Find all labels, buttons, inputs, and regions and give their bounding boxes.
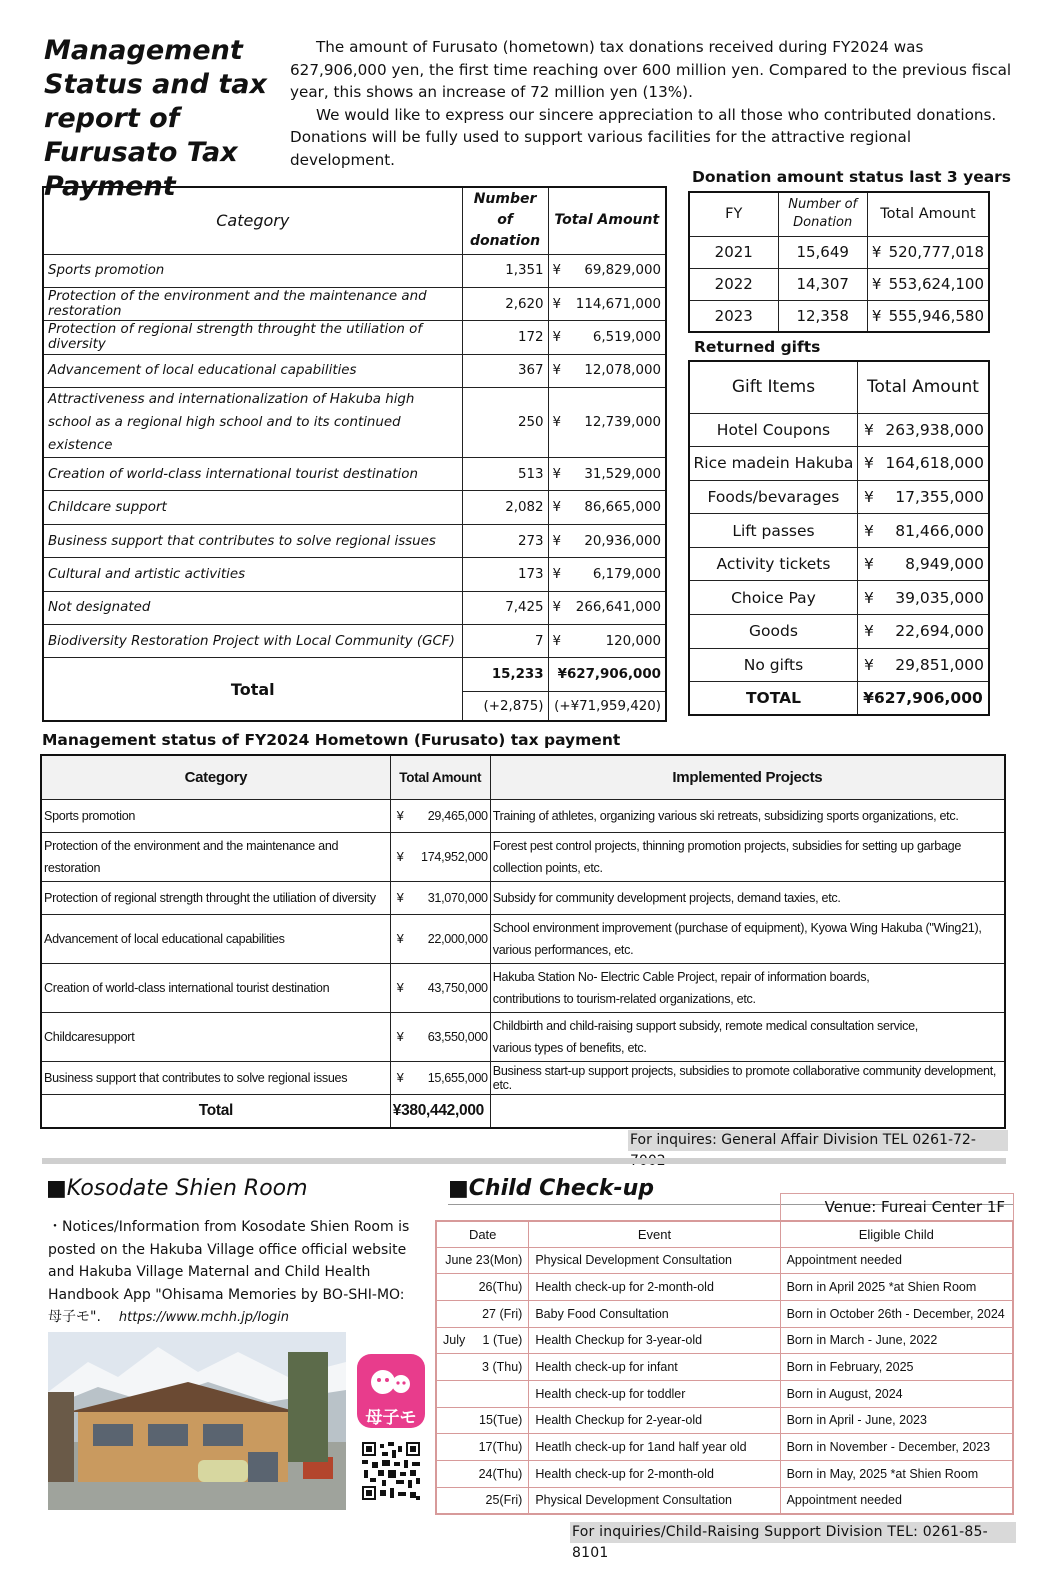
category-cell: Business support that contributes to solve regional issues: [43, 524, 462, 557]
number-cell: 273: [462, 524, 548, 557]
amount-value: 20,936,000: [584, 533, 661, 549]
project-line: Subsidy for community development projects, demand taxies, etc.: [492, 890, 841, 905]
date-cell: [436, 1407, 529, 1434]
eligible-cell: Born in May, 2025 *at Shien Room: [780, 1461, 1013, 1488]
date-cell: [436, 1434, 529, 1461]
category-cell: Childcare support: [43, 491, 462, 524]
col-header-amount: Total Amount: [857, 361, 989, 413]
table-row: [41, 914, 1005, 963]
contact-general-affairs: For inquires: General Affair Division TEL 0261-72-: [628, 1130, 1008, 1151]
amount-value: 22,694,000: [895, 622, 984, 641]
yen-sign: ¥: [396, 890, 404, 905]
amount-cell: [548, 458, 666, 491]
col-header-projects: Implemented Projects: [490, 755, 1005, 799]
project-line: contributions to tourism-related organizations, etc.: [492, 991, 756, 1006]
table-row: [43, 321, 666, 354]
amount-cell: [548, 591, 666, 624]
table-row: [41, 1061, 1005, 1094]
date-label: 26(Thu): [478, 1280, 523, 1295]
gift-item-cell: No gifts: [689, 648, 857, 682]
project-line: School environment improvement (purchase of equipment), Kyowa Wing Hakuba ("Wing21),: [492, 920, 982, 935]
yen-sign: ¥: [552, 329, 562, 345]
date-cell: [436, 1300, 529, 1327]
category-cell: Creation of world-class international tourist destination: [41, 963, 390, 1012]
management-total-amount: ¥380,442,000: [390, 1094, 490, 1128]
project-line: Forest pest control projects, thinning promotion projects, subsidies for setting up garbage: [492, 838, 962, 853]
amount-value: 39,035,000: [895, 588, 984, 607]
amount-value: 43,750,000: [427, 980, 488, 995]
amount-value: 29,851,000: [895, 655, 984, 674]
number-cell: 7: [462, 625, 548, 658]
category-cell: Protection of regional strength throught the utiliation of diversity: [41, 881, 390, 914]
table-row: [689, 268, 989, 300]
eligible-cell: Appointment needed: [780, 1247, 1013, 1274]
amount-value: 174,952,000: [420, 849, 488, 864]
gifts-total-label: TOTAL: [689, 682, 857, 716]
yen-sign: ¥: [552, 533, 562, 549]
date-label: 3 (Thu): [482, 1360, 523, 1375]
amount-value: 12,078,000: [584, 363, 661, 379]
table-row: [436, 1354, 1013, 1381]
table-row: [436, 1274, 1013, 1301]
boshimo-app-icon[interactable]: [357, 1354, 425, 1428]
eligible-cell: Born in March - June, 2022: [780, 1327, 1013, 1354]
amount-value: 29,465,000: [427, 808, 488, 823]
table-row: [436, 1434, 1013, 1461]
yen-sign: ¥: [552, 466, 562, 482]
eligible-cell: Appointment needed: [780, 1487, 1013, 1514]
gift-item-cell: Goods: [689, 615, 857, 649]
management-heading: Management status of FY2024 Hometown (Furusato) tax payment: [42, 731, 621, 749]
page-title: Management Status and tax report of Furusato Tax Payment: [44, 35, 267, 202]
projects-cell: [490, 1061, 1005, 1094]
eligible-cell: Born in February, 2025: [780, 1354, 1013, 1381]
project-line: Business start-up support projects, subsidies to promote collaborative community development, etc.: [492, 1063, 997, 1092]
col-header-number: Number of donation: [462, 187, 548, 254]
yen-sign: ¥: [552, 566, 562, 582]
intro-paragraph: The amount of Furusato (hometown) tax donations received during FY2024 was 627,906,000 yen, the first time reaching over 600 million yen. Compared to the previous fiscal year, this shows an increase of 72 million yen (13%).: [290, 38, 1012, 102]
amount-cell: [857, 581, 989, 615]
date-cell: [436, 1487, 529, 1514]
eligible-cell: Born in August, 2024: [780, 1380, 1013, 1407]
checkup-venue: Venue: Fureai Center 1F: [780, 1193, 1014, 1220]
amount-value: 266,641,000: [575, 600, 661, 616]
table-row: [689, 547, 989, 581]
amount-cell: [390, 799, 490, 832]
amount-cell: [867, 236, 989, 268]
amount-cell: [857, 413, 989, 447]
projects-cell: [490, 914, 1005, 963]
table-row: [436, 1300, 1013, 1327]
table-row: [43, 458, 666, 491]
amount-value: 553,624,100: [888, 275, 984, 293]
years-table: [688, 191, 990, 333]
date-cell: [436, 1354, 529, 1381]
total-amount: ¥627,906,000: [548, 658, 666, 691]
checkup-table: [435, 1220, 1014, 1515]
change-number: (+2,875): [462, 691, 548, 721]
col-header-amount: Total Amount: [548, 187, 666, 254]
table-row: [689, 236, 989, 268]
fy-cell: 2022: [689, 268, 778, 300]
yen-sign: ¥: [863, 454, 874, 473]
event-cell: Baby Food Consultation: [529, 1300, 780, 1327]
date-cell: [436, 1461, 529, 1488]
number-cell: 15,649: [778, 236, 867, 268]
table-row: [436, 1380, 1013, 1407]
amount-value: 120,000: [605, 633, 661, 649]
table-row: [689, 648, 989, 682]
yen-sign: ¥: [871, 306, 882, 325]
donation-category-table: [42, 186, 667, 722]
app-icon-label: 母子モ: [365, 1408, 417, 1428]
amount-cell: [548, 558, 666, 591]
amount-value: 31,529,000: [584, 466, 661, 482]
amount-cell: [548, 491, 666, 524]
yen-sign: ¥: [396, 980, 404, 995]
years-heading: Donation amount status last 3 years: [692, 168, 1012, 186]
intro-text: [290, 36, 1020, 172]
number-cell: 250: [462, 388, 548, 458]
yen-sign: ¥: [396, 808, 404, 823]
col-header-event: Event: [529, 1221, 780, 1247]
projects-cell: [490, 799, 1005, 832]
kosodate-notice: ・Notices/Information from Kosodate Shien Room is posted on the Hakuba Village office official website and Hakuba Village Maternal and Child Health Handbook App "Ohisama Memories by BO-SHI-MO: 母子モ".: [48, 1219, 410, 1325]
amount-cell: [548, 524, 666, 557]
number-cell: 14,307: [778, 268, 867, 300]
gift-item-cell: Hotel Coupons: [689, 413, 857, 447]
gifts-total-amount: ¥627,906,000: [857, 682, 989, 716]
amount-cell: [390, 1012, 490, 1061]
date-cell: [436, 1380, 529, 1407]
amount-cell: [548, 287, 666, 320]
yen-sign: ¥: [863, 521, 874, 540]
category-cell: Advancement of local educational capabilities: [43, 354, 462, 387]
table-row: [436, 1461, 1013, 1488]
number-cell: 12,358: [778, 300, 867, 332]
amount-cell: [548, 625, 666, 658]
col-header-amount: Total Amount: [867, 192, 989, 236]
projects-cell: [490, 963, 1005, 1012]
category-cell: Not designated: [43, 591, 462, 624]
amount-cell: [857, 648, 989, 682]
number-cell: 367: [462, 354, 548, 387]
table-row: [43, 491, 666, 524]
project-line: various types of benefits, etc.: [492, 1040, 647, 1055]
building-photo: [48, 1332, 346, 1510]
table-row: [43, 254, 666, 287]
fy-cell: 2023: [689, 300, 778, 332]
number-cell: 2,082: [462, 491, 548, 524]
table-row: [689, 300, 989, 332]
gift-item-cell: Activity tickets: [689, 547, 857, 581]
empty-cell: [490, 1094, 1005, 1128]
table-row: [43, 591, 666, 624]
yen-sign: ¥: [863, 487, 874, 506]
project-line: collection points, etc.: [492, 860, 603, 875]
total-number: 15,233: [462, 658, 548, 691]
amount-cell: [867, 268, 989, 300]
amount-cell: [548, 321, 666, 354]
gift-item-cell: Lift passes: [689, 514, 857, 548]
amount-value: 81,466,000: [895, 521, 984, 540]
project-line: Childbirth and child-raising support subsidy, remote medical consultation service,: [492, 1018, 918, 1033]
yen-sign: ¥: [396, 849, 404, 864]
table-row: [41, 799, 1005, 832]
yen-sign: ¥: [552, 296, 562, 312]
category-cell: Business support that contributes to solve regional issues: [41, 1061, 390, 1094]
qr-code-icon[interactable]: [360, 1440, 422, 1502]
kosodate-url-link[interactable]: https://www.mchh.jp/login: [118, 1310, 290, 1325]
yen-sign: ¥: [552, 263, 562, 279]
amount-cell: [390, 963, 490, 1012]
amount-value: 31,070,000: [427, 890, 488, 905]
table-row: [689, 480, 989, 514]
table-row: [43, 625, 666, 658]
projects-cell: [490, 881, 1005, 914]
eligible-cell: Born in November - December, 2023: [780, 1434, 1013, 1461]
table-row: [436, 1327, 1013, 1354]
amount-value: 15,655,000: [427, 1070, 488, 1085]
table-row: [689, 581, 989, 615]
amount-cell: [867, 300, 989, 332]
amount-cell: [548, 354, 666, 387]
amount-cell: [548, 388, 666, 458]
yen-sign: ¥: [871, 275, 882, 293]
table-row: [689, 447, 989, 481]
yen-sign: ¥: [396, 1070, 404, 1085]
gift-item-cell: Rice madein Hakuba: [689, 447, 857, 481]
kosodate-text: [48, 1216, 418, 1330]
amount-value: 164,618,000: [885, 454, 984, 473]
table-row: [43, 558, 666, 591]
checkup-title-text: ■Child Check-up: [448, 1176, 655, 1201]
yen-sign: ¥: [396, 931, 404, 946]
amount-cell: [390, 914, 490, 963]
yen-sign: ¥: [871, 243, 882, 261]
event-cell: Health Checkup for 2-year-old: [529, 1407, 780, 1434]
table-row: [41, 881, 1005, 914]
yen-sign: ¥: [552, 633, 562, 649]
col-header-date: Date: [436, 1221, 529, 1247]
number-cell: 7,425: [462, 591, 548, 624]
yen-sign: ¥: [552, 415, 562, 431]
table-row: [43, 388, 666, 458]
date-label: 1 (Tue): [482, 1333, 523, 1348]
projects-cell: [490, 1012, 1005, 1061]
kosodate-title: ■Kosodate Shien Room: [46, 1176, 308, 1201]
amount-value: 69,829,000: [584, 263, 661, 279]
yen-sign: ¥: [863, 622, 874, 641]
amount-value: 86,665,000: [584, 500, 661, 516]
event-cell: Health check-up for 2-month-old: [529, 1461, 780, 1488]
gifts-table: [688, 360, 990, 716]
category-cell: Cultural and artistic activities: [43, 558, 462, 591]
project-line: various performances, etc.: [492, 942, 634, 957]
table-row: [436, 1487, 1013, 1514]
month-label: July: [443, 1333, 466, 1348]
amount-cell: [390, 1061, 490, 1094]
amount-value: 6,519,000: [592, 329, 661, 345]
amount-cell: [857, 514, 989, 548]
gift-item-cell: Foods/bevarages: [689, 480, 857, 514]
amount-cell: [857, 547, 989, 581]
table-row: [689, 413, 989, 447]
col-header-number: Number of Donation: [778, 192, 867, 236]
table-row: [689, 514, 989, 548]
category-cell: Sports promotion: [41, 799, 390, 832]
gifts-heading: Returned gifts: [694, 338, 821, 356]
date-cell: [436, 1247, 529, 1274]
category-cell: Childcaresupport: [41, 1012, 390, 1061]
amount-value: 520,777,018: [888, 243, 984, 261]
amount-value: 263,938,000: [885, 420, 984, 439]
management-table: [40, 754, 1006, 1129]
table-row: [43, 354, 666, 387]
amount-value: 12,739,000: [584, 415, 661, 431]
contact-child-raising: For inquiries/Child-Raising Support Division TEL: 0261-85-8101: [570, 1522, 1016, 1543]
category-cell: Protection of regional strength throught the utiliation of diversity: [43, 321, 462, 354]
change-amount: (+¥71,959,420): [548, 691, 666, 721]
number-cell: 172: [462, 321, 548, 354]
date-cell: [436, 1327, 529, 1354]
event-cell: Physical Development Consultation: [529, 1487, 780, 1514]
amount-cell: [857, 480, 989, 514]
amount-cell: [390, 832, 490, 881]
table-row: [689, 615, 989, 649]
category-cell: Advancement of local educational capabilities: [41, 914, 390, 963]
date-label: 24(Thu): [478, 1466, 523, 1481]
amount-value: 17,355,000: [895, 487, 984, 506]
col-header-category: Category: [41, 755, 390, 799]
table-row: [41, 1012, 1005, 1061]
eligible-cell: Born in April - June, 2023: [780, 1407, 1013, 1434]
table-row: [41, 963, 1005, 1012]
fy-cell: 2021: [689, 236, 778, 268]
col-header-gift-item: Gift Items: [689, 361, 857, 413]
amount-cell: [548, 254, 666, 287]
table-row: [436, 1247, 1013, 1274]
event-cell: Health check-up for toddler: [529, 1380, 780, 1407]
date-label: 27 (Fri): [482, 1306, 523, 1321]
eligible-cell: Born in April 2025 *at Shien Room: [780, 1274, 1013, 1301]
category-cell: Protection of the environment and the maintenance and restoration: [41, 832, 390, 881]
category-cell: Biodiversity Restoration Project with Local Community (GCF): [43, 625, 462, 658]
yen-sign: ¥: [552, 600, 562, 616]
yen-sign: ¥: [552, 500, 562, 516]
project-line: Hakuba Station No- Electric Cable Project, repair of information boards,: [492, 969, 870, 984]
section-divider: [42, 1158, 1006, 1164]
yen-sign: ¥: [863, 555, 874, 574]
yen-sign: ¥: [863, 655, 874, 674]
projects-cell: [490, 832, 1005, 881]
event-cell: Health Checkup for 3-year-old: [529, 1327, 780, 1354]
amount-cell: [857, 615, 989, 649]
date-label: June 23(Mon): [445, 1253, 523, 1268]
amount-value: 555,946,580: [888, 306, 984, 325]
event-cell: Heatlh check-up for 1and half year old: [529, 1434, 780, 1461]
table-row: [43, 524, 666, 557]
number-cell: 2,620: [462, 287, 548, 320]
management-total-label: Total: [41, 1094, 390, 1128]
category-cell: Creation of world-class international tourist destination: [43, 458, 462, 491]
amount-value: 63,550,000: [427, 1029, 488, 1044]
amount-cell: [857, 447, 989, 481]
amount-value: 114,671,000: [575, 296, 661, 312]
date-cell: [436, 1274, 529, 1301]
number-cell: 513: [462, 458, 548, 491]
project-line: Training of athletes, organizing various ski retreats, subsidizing sports organizations, etc.: [492, 808, 959, 823]
event-cell: Health check-up for 2-month-old: [529, 1274, 780, 1301]
col-header-amount: Total Amount: [390, 755, 490, 799]
yen-sign: ¥: [863, 588, 874, 607]
table-row: [41, 832, 1005, 881]
col-header-category: Category: [43, 187, 462, 254]
col-header-eligible: Eligible Child: [780, 1221, 1013, 1247]
date-label: 15(Tue): [479, 1413, 523, 1428]
yen-sign: ¥: [863, 420, 874, 439]
number-cell: 1,351: [462, 254, 548, 287]
yen-sign: ¥: [552, 363, 562, 379]
date-label: 25(Fri): [485, 1493, 523, 1508]
date-label: 17(Thu): [478, 1440, 523, 1455]
category-cell: Protection of the environment and the maintenance and restoration: [43, 287, 462, 320]
amount-value: 8,949,000: [905, 555, 984, 574]
checkup-title: [448, 1176, 654, 1201]
total-label: Total: [43, 658, 462, 721]
yen-sign: ¥: [396, 1029, 404, 1044]
event-cell: Physical Development Consultation: [529, 1247, 780, 1274]
gift-item-cell: Choice Pay: [689, 581, 857, 615]
col-header-fy: FY: [689, 192, 778, 236]
number-cell: 173: [462, 558, 548, 591]
event-cell: Health check-up for infant: [529, 1354, 780, 1381]
amount-cell: [390, 881, 490, 914]
table-row: [43, 287, 666, 320]
eligible-cell: Born in October 26th - December, 2024: [780, 1300, 1013, 1327]
table-row: [436, 1407, 1013, 1434]
category-cell: Attractiveness and internationalization of Hakuba high school as a regional high school and to its continued existence: [43, 388, 462, 458]
category-cell: Sports promotion: [43, 254, 462, 287]
amount-value: 6,179,000: [592, 566, 661, 582]
intro-paragraph: We would like to express our sincere appreciation to all those who contributed donations. Donations will be fully used to support various facilities for the attractive regional development.: [290, 105, 997, 169]
amount-value: 22,000,000: [427, 931, 488, 946]
